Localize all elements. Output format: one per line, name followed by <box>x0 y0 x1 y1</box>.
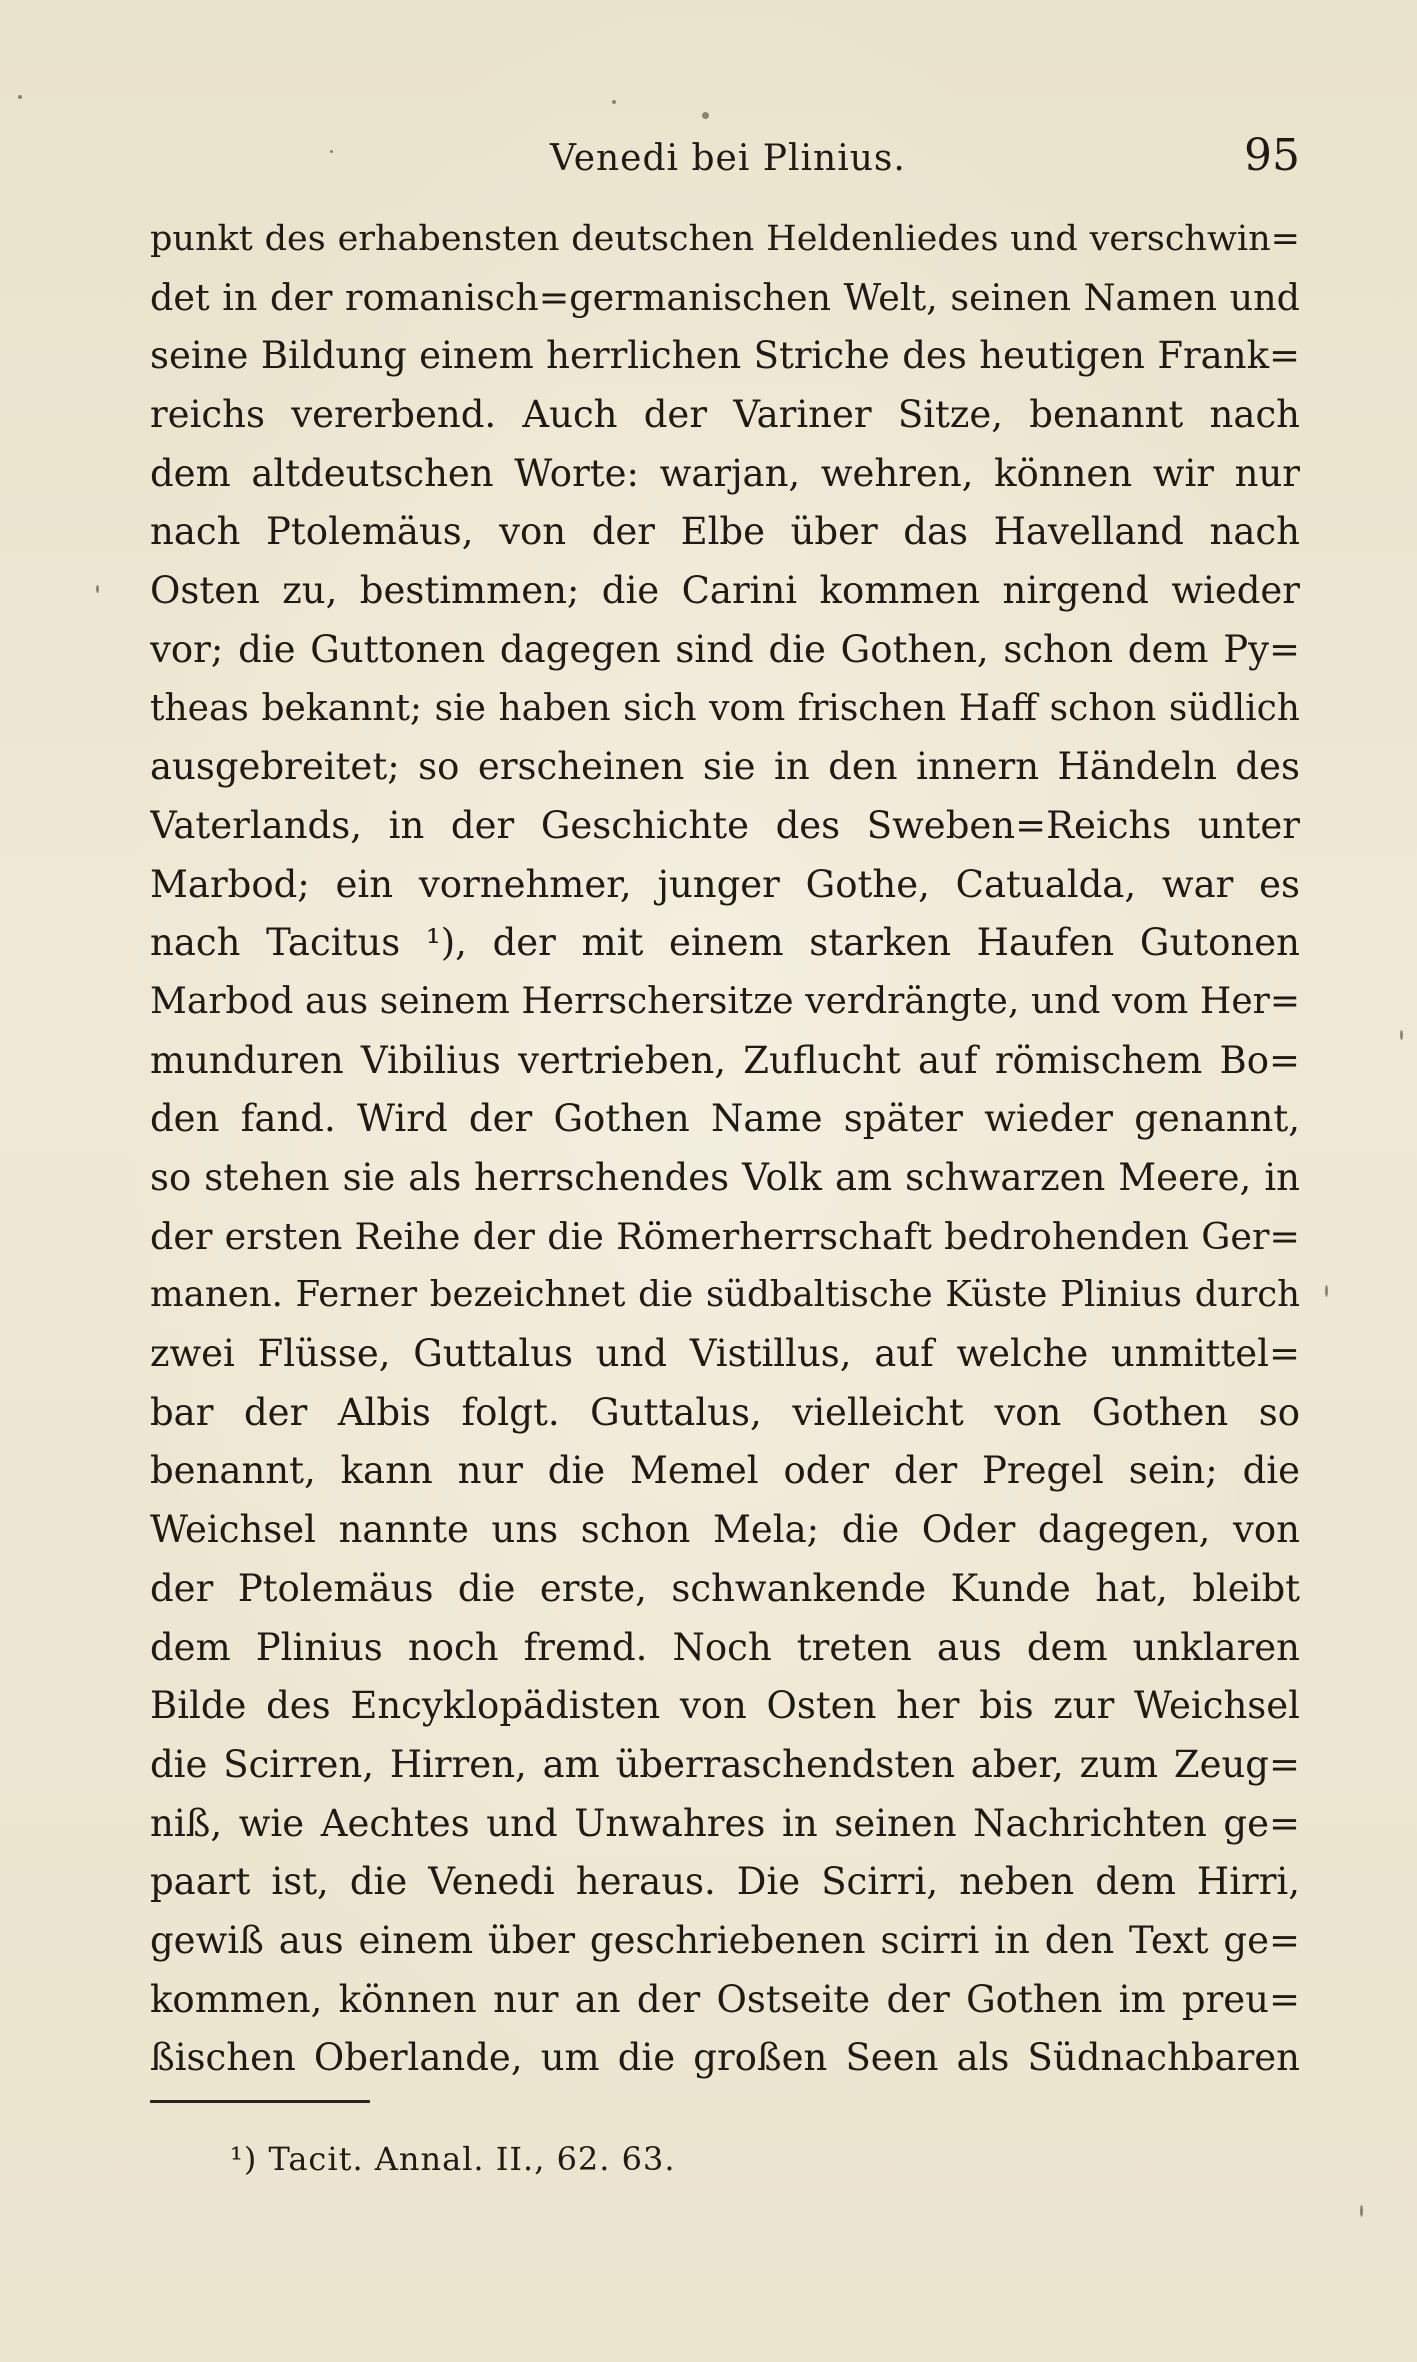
text-line: der Ptolemäus die erste, schwankende Kunde hat, bleibt <box>150 1566 1300 1610</box>
text-line: punkt des erhabensten deutschen Heldenliedes und verschwin= <box>150 219 1300 259</box>
text-line: theas bekannt; sie haben sich vom frischen Haff schon südlich <box>150 687 1300 729</box>
text-line: ausgebreitet; so erscheinen sie in den innern Händeln des <box>150 745 1300 789</box>
paper-speck <box>702 112 709 119</box>
text-line: die Scirren, Hirren, am überraschendsten aber, zum Zeug= <box>150 1742 1300 1786</box>
running-title: Venedi bei Plinius. <box>550 138 906 179</box>
text-line: bar der Albis folgt. Guttalus, vielleicht von Gothen so <box>150 1390 1300 1434</box>
paper-speck <box>96 585 99 593</box>
paper-speck <box>1360 2205 1363 2217</box>
paper-speck <box>1325 1285 1328 1297</box>
page-number: 95 <box>1244 130 1300 181</box>
text-line: Weichsel nannte uns schon Mela; die Oder dagegen, von <box>150 1508 1300 1552</box>
text-line: nach Tacitus ¹), der mit einem starken Haufen Gutonen <box>150 921 1300 965</box>
text-line: zwei Flüsse, Guttalus und Vistillus, auf welche unmittel= <box>150 1332 1300 1376</box>
text-line: kommen, können nur an der Ostseite der Gothen im preu= <box>150 1977 1300 2021</box>
text-line: manen. Ferner bezeichnet die südbaltische Küste Plinius durch <box>150 1274 1300 1316</box>
text-line: Bilde des Encyklopädisten von Osten her bis zur Weichsel <box>150 1684 1300 1728</box>
text-line: reichs vererbend. Auch der Variner Sitze, benannt nach <box>150 393 1300 437</box>
paper-speck <box>18 95 22 99</box>
body-text <box>150 210 1300 2088</box>
text-line: niß, wie Aechtes und Unwahres in seinen Nachrichten ge= <box>150 1801 1300 1845</box>
text-line: dem Plinius noch fremd. Noch treten aus dem unklaren <box>150 1625 1300 1669</box>
text-line: den fand. Wird der Gothen Name später wieder genannt, <box>150 1097 1300 1141</box>
page-header <box>150 130 1300 190</box>
text-line: nach Ptolemäus, von der Elbe über das Havelland nach <box>150 510 1300 554</box>
text-line: Vaterlands, in der Geschichte des Sweben=Reichs unter <box>150 803 1300 847</box>
paper-speck <box>330 150 333 153</box>
text-line: so stehen sie als herrschendes Volk am schwarzen Meere, in <box>150 1156 1300 1199</box>
paper-speck <box>612 100 616 104</box>
text-line: gewiß aus einem über geschriebenen scirri in den Text ge= <box>150 1918 1300 1962</box>
text-line: dem altdeutschen Worte: warjan, wehren, können wir nur <box>150 451 1300 495</box>
text-line: benannt, kann nur die Memel oder der Pregel sein; die <box>150 1449 1300 1493</box>
text-line: seine Bildung einem herrlichen Striche des heutigen Frank= <box>150 334 1300 378</box>
text-line: det in der romanisch=germanischen Welt, seinen Namen und <box>150 275 1300 319</box>
text-line: Marbod aus seinem Herrschersitze verdrängte, und vom Her= <box>150 980 1300 1022</box>
footnote-divider <box>150 2100 370 2103</box>
text-line: ßischen Oberlande, um die großen Seen als Südnachbaren <box>150 2036 1300 2080</box>
text-line: der ersten Reihe der die Römerherrschaft bedrohenden Ger= <box>150 1214 1300 1258</box>
text-line: vor; die Guttonen dagegen sind die Gothen, schon dem Py= <box>150 627 1300 671</box>
footnote: ¹) Tacit. Annal. II., 62. 63. <box>230 2140 676 2178</box>
text-line: Marbod; ein vornehmer, junger Gothe, Catualda, war es <box>150 862 1300 906</box>
text-line: munduren Vibilius vertrieben, Zuflucht auf römischem Bo= <box>150 1038 1300 1082</box>
text-line: Osten zu, bestimmen; die Carini kommen nirgend wieder <box>150 569 1300 613</box>
text-line: paart ist, die Venedi heraus. Die Scirri, neben dem Hirri, <box>150 1860 1300 1904</box>
paper-speck <box>1400 1030 1403 1040</box>
